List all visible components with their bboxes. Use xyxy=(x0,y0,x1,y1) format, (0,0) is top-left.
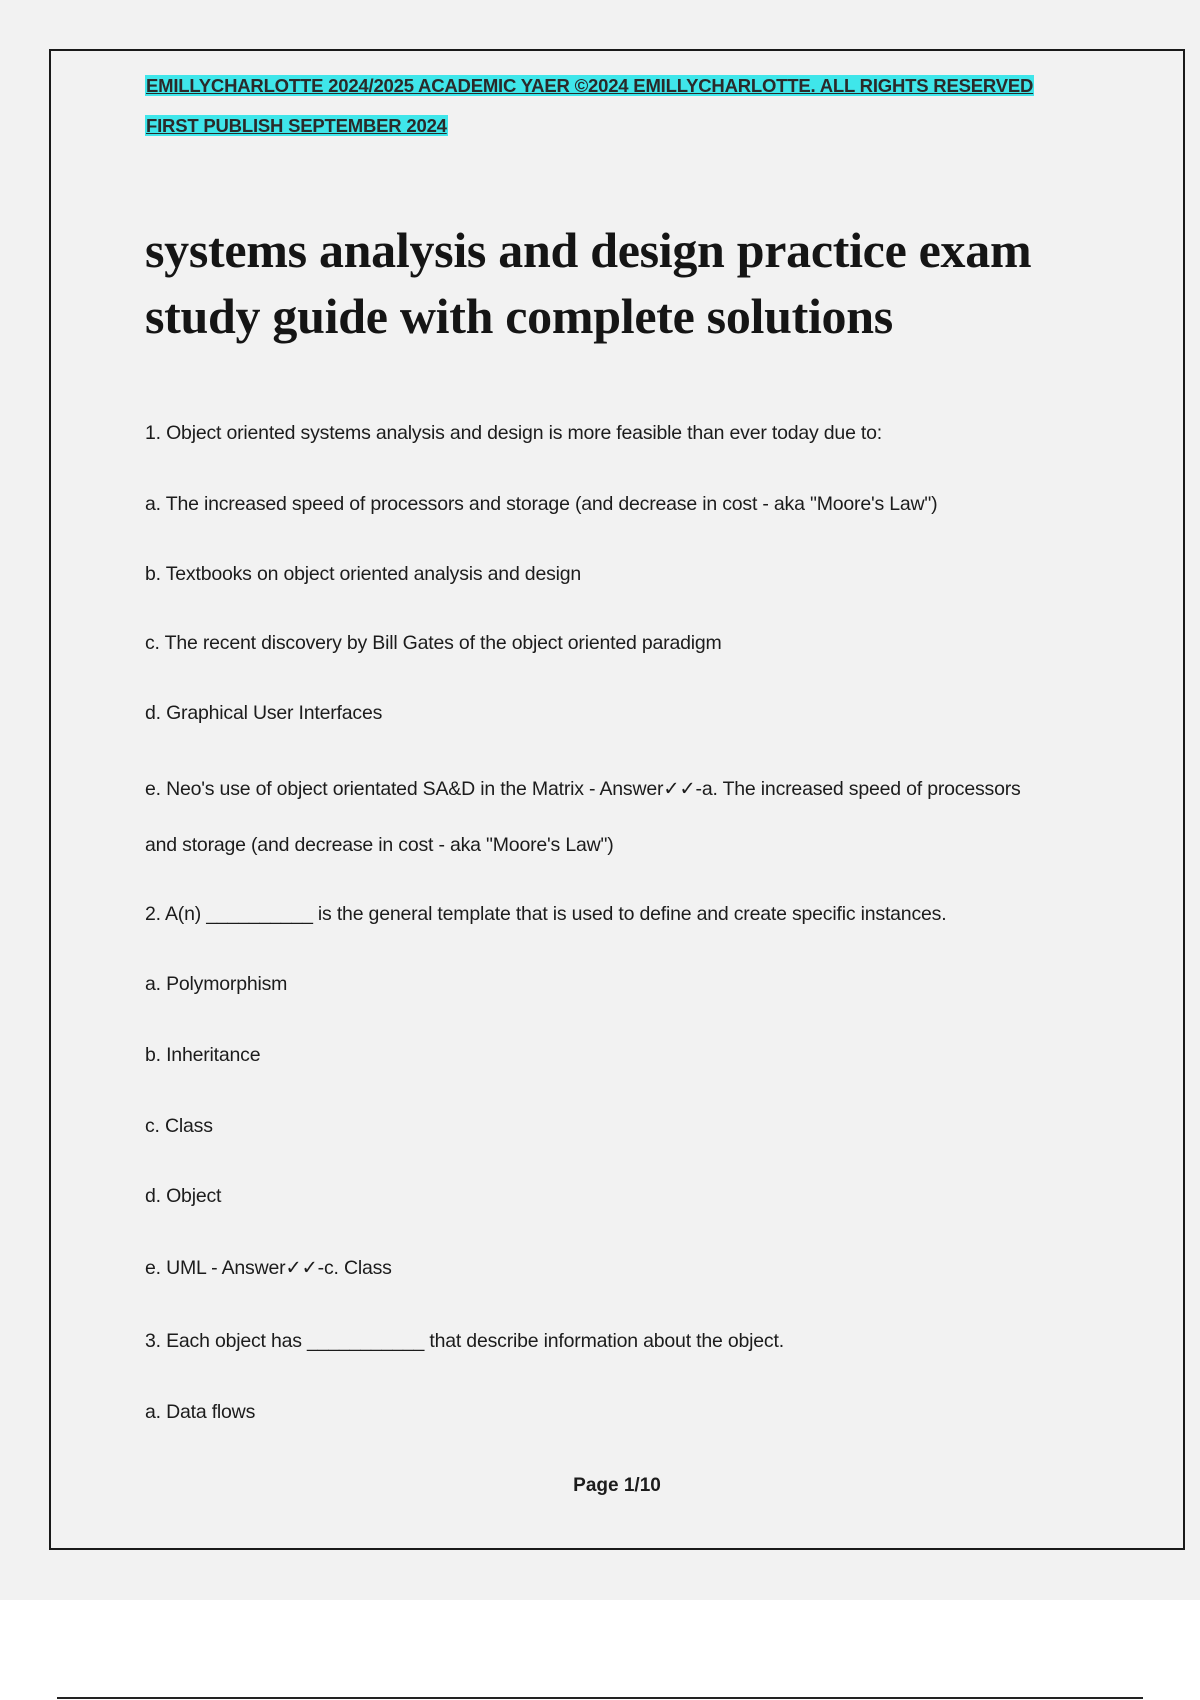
page-number: Page 1/10 xyxy=(573,1475,661,1496)
question-1-option-d: d. Graphical User Interfaces xyxy=(145,702,383,724)
question-1-answer-continued: and storage (and decrease in cost - aka "Moore's Law") xyxy=(145,834,614,856)
next-page-gap xyxy=(0,1600,1200,1700)
question-2-option-d: d. Object xyxy=(145,1185,222,1207)
question-1-option-b: b. Textbooks on object oriented analysis and design xyxy=(145,563,582,585)
document-title xyxy=(145,217,1145,349)
publish-date-header: FIRST PUBLISH SEPTEMBER 2024 xyxy=(146,115,447,136)
copyright-header: EMILLYCHARLOTTE 2024/2025 ACADEMIC YAER ©2024 EMILLYCHARLOTTE. ALL RIGHTS RESERVED xyxy=(146,75,1034,96)
question-3-stem: 3. Each object has ___________ that describe information about the object. xyxy=(145,1330,784,1352)
question-3-option-a: a. Data flows xyxy=(145,1401,256,1423)
question-2-stem: 2. A(n) __________ is the general template that is used to define and create specific instances. xyxy=(145,903,947,925)
question-1-option-c: c. The recent discovery by Bill Gates of the object oriented paradigm xyxy=(145,632,722,654)
question-2-option-e-answer: e. UML - Answer✓✓-c. Class xyxy=(145,1257,392,1279)
question-2-option-c: c. Class xyxy=(145,1115,213,1137)
question-1-option-a: a. The increased speed of processors and storage (and decrease in cost - aka "Moore's Law") xyxy=(145,493,938,515)
title-line-2: study guide with complete solutions xyxy=(145,288,893,344)
question-2-option-a: a. Polymorphism xyxy=(145,973,288,995)
question-1-option-e-answer: e. Neo's use of object orientated SA&D in the Matrix - Answer✓✓-a. The increased speed of processors xyxy=(145,778,1021,800)
question-1-stem: 1. Object oriented systems analysis and design is more feasible than ever today due to: xyxy=(145,422,883,444)
question-2-option-b: b. Inheritance xyxy=(145,1044,261,1066)
title-line-1: systems analysis and design practice exam xyxy=(145,222,1032,278)
next-page-divider xyxy=(57,1697,1143,1699)
